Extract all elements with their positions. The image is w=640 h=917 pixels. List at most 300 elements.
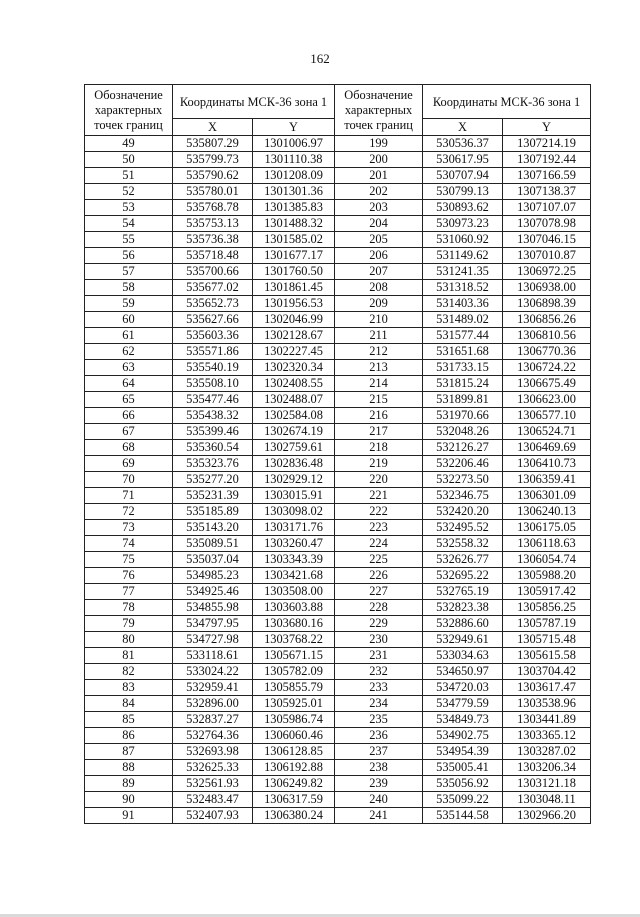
y-cell: 1306317.59 <box>253 792 335 808</box>
point-id-cell: 90 <box>85 792 173 808</box>
table-row <box>85 808 591 824</box>
y-cell: 1303206.34 <box>503 760 591 776</box>
y-cell: 1302046.99 <box>253 312 335 328</box>
table-row <box>85 792 591 808</box>
x-cell: 531489.02 <box>423 312 503 328</box>
point-id-cell: 212 <box>335 344 423 360</box>
x-cell: 532346.75 <box>423 488 503 504</box>
x-cell: 531651.68 <box>423 344 503 360</box>
x-cell: 535231.39 <box>173 488 253 504</box>
point-id-cell: 62 <box>85 344 173 360</box>
y-cell: 1301006.97 <box>253 136 335 152</box>
x-cell: 531060.92 <box>423 232 503 248</box>
point-id-cell: 216 <box>335 408 423 424</box>
y-cell: 1306724.22 <box>503 360 591 376</box>
table-row <box>85 184 591 200</box>
x-cell: 535652.73 <box>173 296 253 312</box>
point-id-cell: 68 <box>85 440 173 456</box>
x-cell: 532837.27 <box>173 712 253 728</box>
y-cell: 1303287.02 <box>503 744 591 760</box>
y-cell: 1306192.88 <box>253 760 335 776</box>
x-cell: 535438.32 <box>173 408 253 424</box>
y-cell: 1303121.18 <box>503 776 591 792</box>
x-cell: 532561.93 <box>173 776 253 792</box>
y-cell: 1302488.07 <box>253 392 335 408</box>
table-row <box>85 616 591 632</box>
point-id-cell: 236 <box>335 728 423 744</box>
y-cell: 1305782.09 <box>253 664 335 680</box>
point-id-cell: 203 <box>335 200 423 216</box>
table-row <box>85 744 591 760</box>
x-cell: 531403.36 <box>423 296 503 312</box>
y-cell: 1306972.25 <box>503 264 591 280</box>
x-cell: 533118.61 <box>173 648 253 664</box>
y-cell: 1301385.83 <box>253 200 335 216</box>
page-number: 162 <box>310 51 330 66</box>
table-row <box>85 648 591 664</box>
y-cell: 1302320.34 <box>253 360 335 376</box>
x-cell: 534720.03 <box>423 680 503 696</box>
x-cell: 534650.97 <box>423 664 503 680</box>
point-id-cell: 222 <box>335 504 423 520</box>
point-id-cell: 87 <box>85 744 173 760</box>
y-cell: 1301585.02 <box>253 232 335 248</box>
table-row <box>85 664 591 680</box>
y-cell: 1303680.16 <box>253 616 335 632</box>
x-cell: 535677.02 <box>173 280 253 296</box>
x-cell: 535799.73 <box>173 152 253 168</box>
x-cell: 532693.98 <box>173 744 253 760</box>
point-id-cell: 78 <box>85 600 173 616</box>
x-cell: 532625.33 <box>173 760 253 776</box>
x-cell: 535143.20 <box>173 520 253 536</box>
x-cell: 531815.24 <box>423 376 503 392</box>
header-points-left: Обозначение характерных точек границ <box>85 85 173 136</box>
x-cell: 532765.19 <box>423 584 503 600</box>
table-row <box>85 232 591 248</box>
x-cell: 532483.47 <box>173 792 253 808</box>
x-cell: 535753.13 <box>173 216 253 232</box>
table-row <box>85 632 591 648</box>
table-row <box>85 504 591 520</box>
point-id-cell: 56 <box>85 248 173 264</box>
point-id-cell: 79 <box>85 616 173 632</box>
table-body <box>85 136 591 824</box>
point-id-cell: 230 <box>335 632 423 648</box>
x-cell: 535089.51 <box>173 536 253 552</box>
point-id-cell: 214 <box>335 376 423 392</box>
table-row <box>85 728 591 744</box>
y-cell: 1306240.13 <box>503 504 591 520</box>
y-cell: 1301208.09 <box>253 168 335 184</box>
x-cell: 535144.58 <box>423 808 503 824</box>
y-cell: 1306249.82 <box>253 776 335 792</box>
y-cell: 1303048.11 <box>503 792 591 808</box>
point-id-cell: 234 <box>335 696 423 712</box>
point-id-cell: 59 <box>85 296 173 312</box>
y-cell: 1302836.48 <box>253 456 335 472</box>
point-id-cell: 206 <box>335 248 423 264</box>
table-row <box>85 392 591 408</box>
x-cell: 530707.94 <box>423 168 503 184</box>
point-id-cell: 74 <box>85 536 173 552</box>
point-id-cell: 217 <box>335 424 423 440</box>
point-id-cell: 52 <box>85 184 173 200</box>
x-cell: 535399.46 <box>173 424 253 440</box>
point-id-cell: 55 <box>85 232 173 248</box>
x-cell: 531577.44 <box>423 328 503 344</box>
y-cell: 1302584.08 <box>253 408 335 424</box>
x-cell: 532823.38 <box>423 600 503 616</box>
y-cell: 1306623.00 <box>503 392 591 408</box>
y-cell: 1303538.96 <box>503 696 591 712</box>
x-cell: 532495.52 <box>423 520 503 536</box>
x-cell: 535768.78 <box>173 200 253 216</box>
y-cell: 1305856.25 <box>503 600 591 616</box>
y-cell: 1303098.02 <box>253 504 335 520</box>
y-cell: 1303343.39 <box>253 552 335 568</box>
point-id-cell: 207 <box>335 264 423 280</box>
x-cell: 535540.19 <box>173 360 253 376</box>
point-id-cell: 49 <box>85 136 173 152</box>
table-row <box>85 424 591 440</box>
point-id-cell: 73 <box>85 520 173 536</box>
y-cell: 1306898.39 <box>503 296 591 312</box>
x-cell: 535508.10 <box>173 376 253 392</box>
point-id-cell: 226 <box>335 568 423 584</box>
table-row <box>85 408 591 424</box>
point-id-cell: 220 <box>335 472 423 488</box>
point-id-cell: 63 <box>85 360 173 376</box>
x-cell: 535005.41 <box>423 760 503 776</box>
x-cell: 534849.73 <box>423 712 503 728</box>
point-id-cell: 60 <box>85 312 173 328</box>
point-id-cell: 219 <box>335 456 423 472</box>
x-cell: 534954.39 <box>423 744 503 760</box>
point-id-cell: 86 <box>85 728 173 744</box>
table-row <box>85 152 591 168</box>
header-x-left: X <box>173 119 253 136</box>
point-id-cell: 91 <box>85 808 173 824</box>
table-row <box>85 536 591 552</box>
point-id-cell: 89 <box>85 776 173 792</box>
point-id-cell: 208 <box>335 280 423 296</box>
point-id-cell: 215 <box>335 392 423 408</box>
table-row <box>85 344 591 360</box>
x-cell: 532886.60 <box>423 616 503 632</box>
point-id-cell: 66 <box>85 408 173 424</box>
y-cell: 1306060.46 <box>253 728 335 744</box>
table-row <box>85 136 591 152</box>
y-cell: 1305615.58 <box>503 648 591 664</box>
y-cell: 1307192.44 <box>503 152 591 168</box>
x-cell: 530536.37 <box>423 136 503 152</box>
point-id-cell: 50 <box>85 152 173 168</box>
y-cell: 1301677.17 <box>253 248 335 264</box>
y-cell: 1303617.47 <box>503 680 591 696</box>
point-id-cell: 85 <box>85 712 173 728</box>
x-cell: 535056.92 <box>423 776 503 792</box>
point-id-cell: 82 <box>85 664 173 680</box>
point-id-cell: 76 <box>85 568 173 584</box>
y-cell: 1301488.32 <box>253 216 335 232</box>
y-cell: 1302408.55 <box>253 376 335 392</box>
table-row <box>85 216 591 232</box>
y-cell: 1307214.19 <box>503 136 591 152</box>
point-id-cell: 201 <box>335 168 423 184</box>
y-cell: 1306359.41 <box>503 472 591 488</box>
x-cell: 530799.13 <box>423 184 503 200</box>
point-id-cell: 57 <box>85 264 173 280</box>
y-cell: 1307138.37 <box>503 184 591 200</box>
point-id-cell: 231 <box>335 648 423 664</box>
table-row <box>85 360 591 376</box>
x-cell: 530973.23 <box>423 216 503 232</box>
point-id-cell: 64 <box>85 376 173 392</box>
y-cell: 1303508.00 <box>253 584 335 600</box>
y-cell: 1306175.05 <box>503 520 591 536</box>
table-row <box>85 568 591 584</box>
x-cell: 535627.66 <box>173 312 253 328</box>
point-id-cell: 229 <box>335 616 423 632</box>
point-id-cell: 84 <box>85 696 173 712</box>
point-id-cell: 67 <box>85 424 173 440</box>
y-cell: 1306770.36 <box>503 344 591 360</box>
header-y-left: Y <box>253 119 335 136</box>
x-cell: 534925.46 <box>173 584 253 600</box>
y-cell: 1303441.89 <box>503 712 591 728</box>
header-coords-left: Координаты МСК-36 зона 1 <box>173 85 335 119</box>
x-cell: 532206.46 <box>423 456 503 472</box>
point-id-cell: 223 <box>335 520 423 536</box>
point-id-cell: 200 <box>335 152 423 168</box>
y-cell: 1306469.69 <box>503 440 591 456</box>
header-points-right: Обозначение характерных точек границ <box>335 85 423 136</box>
y-cell: 1301760.50 <box>253 264 335 280</box>
y-cell: 1306675.49 <box>503 376 591 392</box>
y-cell: 1303260.47 <box>253 536 335 552</box>
x-cell: 535360.54 <box>173 440 253 456</box>
x-cell: 535718.48 <box>173 248 253 264</box>
table-row <box>85 552 591 568</box>
x-cell: 531899.81 <box>423 392 503 408</box>
point-id-cell: 202 <box>335 184 423 200</box>
y-cell: 1306810.56 <box>503 328 591 344</box>
x-cell: 535037.04 <box>173 552 253 568</box>
point-id-cell: 235 <box>335 712 423 728</box>
x-cell: 532764.36 <box>173 728 253 744</box>
table-row <box>85 760 591 776</box>
x-cell: 532407.93 <box>173 808 253 824</box>
table-row <box>85 312 591 328</box>
y-cell: 1305988.20 <box>503 568 591 584</box>
point-id-cell: 232 <box>335 664 423 680</box>
point-id-cell: 65 <box>85 392 173 408</box>
y-cell: 1307046.15 <box>503 232 591 248</box>
x-cell: 530617.95 <box>423 152 503 168</box>
y-cell: 1306577.10 <box>503 408 591 424</box>
x-cell: 535323.76 <box>173 456 253 472</box>
x-cell: 534902.75 <box>423 728 503 744</box>
point-id-cell: 209 <box>335 296 423 312</box>
table-row <box>85 696 591 712</box>
x-cell: 534727.98 <box>173 632 253 648</box>
point-id-cell: 227 <box>335 584 423 600</box>
x-cell: 531733.15 <box>423 360 503 376</box>
y-cell: 1307078.98 <box>503 216 591 232</box>
x-cell: 532126.27 <box>423 440 503 456</box>
y-cell: 1302128.67 <box>253 328 335 344</box>
y-cell: 1305917.42 <box>503 584 591 600</box>
x-cell: 532959.41 <box>173 680 253 696</box>
y-cell: 1303768.22 <box>253 632 335 648</box>
y-cell: 1306118.63 <box>503 536 591 552</box>
y-cell: 1306524.71 <box>503 424 591 440</box>
y-cell: 1301110.38 <box>253 152 335 168</box>
y-cell: 1301301.36 <box>253 184 335 200</box>
point-id-cell: 241 <box>335 808 423 824</box>
y-cell: 1301861.45 <box>253 280 335 296</box>
point-id-cell: 199 <box>335 136 423 152</box>
x-cell: 535700.66 <box>173 264 253 280</box>
point-id-cell: 237 <box>335 744 423 760</box>
point-id-cell: 204 <box>335 216 423 232</box>
x-cell: 534855.98 <box>173 600 253 616</box>
x-cell: 535603.36 <box>173 328 253 344</box>
x-cell: 535736.38 <box>173 232 253 248</box>
point-id-cell: 228 <box>335 600 423 616</box>
point-id-cell: 238 <box>335 760 423 776</box>
point-id-cell: 221 <box>335 488 423 504</box>
point-id-cell: 58 <box>85 280 173 296</box>
table-row <box>85 200 591 216</box>
x-cell: 533034.63 <box>423 648 503 664</box>
table-row <box>85 264 591 280</box>
point-id-cell: 77 <box>85 584 173 600</box>
point-id-cell: 210 <box>335 312 423 328</box>
point-id-cell: 81 <box>85 648 173 664</box>
point-id-cell: 239 <box>335 776 423 792</box>
y-cell: 1303421.68 <box>253 568 335 584</box>
y-cell: 1305855.79 <box>253 680 335 696</box>
point-id-cell: 211 <box>335 328 423 344</box>
point-id-cell: 61 <box>85 328 173 344</box>
point-id-cell: 233 <box>335 680 423 696</box>
x-cell: 535277.20 <box>173 472 253 488</box>
y-cell: 1301956.53 <box>253 296 335 312</box>
x-cell: 532626.77 <box>423 552 503 568</box>
point-id-cell: 53 <box>85 200 173 216</box>
point-id-cell: 205 <box>335 232 423 248</box>
y-cell: 1302929.12 <box>253 472 335 488</box>
table-row <box>85 680 591 696</box>
x-cell: 535780.01 <box>173 184 253 200</box>
y-cell: 1307010.87 <box>503 248 591 264</box>
header-coords-right: Координаты МСК-36 зона 1 <box>423 85 591 119</box>
x-cell: 531970.66 <box>423 408 503 424</box>
coordinates-table <box>84 84 591 824</box>
point-id-cell: 218 <box>335 440 423 456</box>
y-cell: 1305925.01 <box>253 696 335 712</box>
y-cell: 1306856.26 <box>503 312 591 328</box>
table-row <box>85 248 591 264</box>
x-cell: 535477.46 <box>173 392 253 408</box>
table-row <box>85 712 591 728</box>
header-y-right: Y <box>503 119 591 136</box>
table-row <box>85 520 591 536</box>
y-cell: 1303603.88 <box>253 600 335 616</box>
y-cell: 1303171.76 <box>253 520 335 536</box>
x-cell: 531241.35 <box>423 264 503 280</box>
table-row <box>85 328 591 344</box>
x-cell: 534985.23 <box>173 568 253 584</box>
y-cell: 1303015.91 <box>253 488 335 504</box>
y-cell: 1306380.24 <box>253 808 335 824</box>
y-cell: 1306410.73 <box>503 456 591 472</box>
table-row <box>85 280 591 296</box>
y-cell: 1302227.45 <box>253 344 335 360</box>
x-cell: 535790.62 <box>173 168 253 184</box>
x-cell: 532695.22 <box>423 568 503 584</box>
point-id-cell: 88 <box>85 760 173 776</box>
point-id-cell: 75 <box>85 552 173 568</box>
y-cell: 1303365.12 <box>503 728 591 744</box>
y-cell: 1302759.61 <box>253 440 335 456</box>
x-cell: 531149.62 <box>423 248 503 264</box>
table-row <box>85 376 591 392</box>
point-id-cell: 72 <box>85 504 173 520</box>
header-x-right: X <box>423 119 503 136</box>
x-cell: 535185.89 <box>173 504 253 520</box>
table-row <box>85 472 591 488</box>
x-cell: 532558.32 <box>423 536 503 552</box>
y-cell: 1305671.15 <box>253 648 335 664</box>
table-row <box>85 488 591 504</box>
x-cell: 532949.61 <box>423 632 503 648</box>
y-cell: 1305986.74 <box>253 712 335 728</box>
point-id-cell: 240 <box>335 792 423 808</box>
point-id-cell: 70 <box>85 472 173 488</box>
y-cell: 1307107.07 <box>503 200 591 216</box>
point-id-cell: 51 <box>85 168 173 184</box>
y-cell: 1303704.42 <box>503 664 591 680</box>
y-cell: 1306938.00 <box>503 280 591 296</box>
table-row <box>85 776 591 792</box>
table-row <box>85 440 591 456</box>
x-cell: 534797.95 <box>173 616 253 632</box>
y-cell: 1306128.85 <box>253 744 335 760</box>
table-row <box>85 600 591 616</box>
y-cell: 1302674.19 <box>253 424 335 440</box>
x-cell: 531318.52 <box>423 280 503 296</box>
table-row <box>85 168 591 184</box>
x-cell: 535807.29 <box>173 136 253 152</box>
table-row <box>85 296 591 312</box>
point-id-cell: 213 <box>335 360 423 376</box>
point-id-cell: 71 <box>85 488 173 504</box>
y-cell: 1306301.09 <box>503 488 591 504</box>
point-id-cell: 54 <box>85 216 173 232</box>
x-cell: 532273.50 <box>423 472 503 488</box>
point-id-cell: 224 <box>335 536 423 552</box>
x-cell: 533024.22 <box>173 664 253 680</box>
y-cell: 1306054.74 <box>503 552 591 568</box>
y-cell: 1305715.48 <box>503 632 591 648</box>
point-id-cell: 69 <box>85 456 173 472</box>
point-id-cell: 225 <box>335 552 423 568</box>
y-cell: 1305787.19 <box>503 616 591 632</box>
x-cell: 532048.26 <box>423 424 503 440</box>
